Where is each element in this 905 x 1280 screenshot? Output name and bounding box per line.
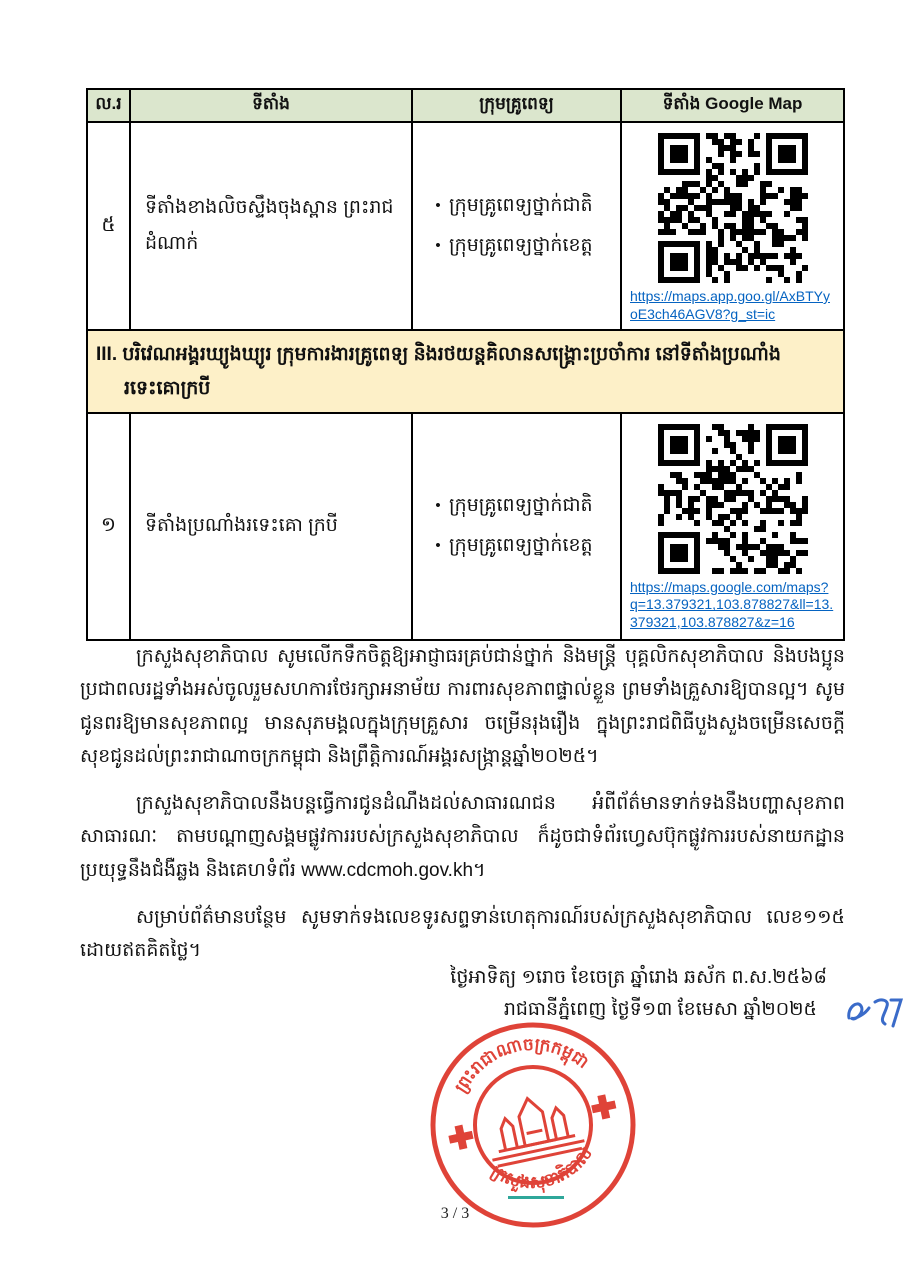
row-location: ទីតាំងខាងលិចស្ទឹងចុងស្ពាន ព្រះរាជដំណាក់ [130,122,412,330]
team-item [427,486,614,526]
header-no: ល.រ [87,89,130,122]
team-item [427,226,614,266]
bullet-icon: • [435,537,441,555]
issue-date-line: រាជធានីភ្នំពេញ ថ្ងៃទី១៣ ខែមេសា ឆ្នាំ២០២៥ [503,999,817,1021]
map-link[interactable]: https://maps.google.com/maps?q=13.379321,103.878827&ll=13.379321,103.878827&z=16 [630,578,834,630]
bullet-icon: • [435,237,441,255]
map-link[interactable]: https://maps.app.goo.gl/AxBTYyoE3ch46AGV8?g_st=ic [630,288,830,322]
row-number: ៥ [87,122,130,330]
red-cross-icon [447,1123,475,1151]
team-label: ក្រុមគ្រូពេទ្យថ្នាក់ជាតិ [449,195,593,217]
qr-code [658,424,808,574]
team-label: ក្រុមគ្រូពេទ្យថ្នាក់ខេត្ត [449,235,593,257]
body-text [80,640,845,981]
page-number: 3 / 3 [440,1205,470,1222]
location-table [86,88,845,641]
team-label: ក្រុមគ្រូពេទ្យថ្នាក់ខេត្ត [449,535,593,557]
date-block [0,962,905,1027]
team-item [427,526,614,566]
row-teams [412,413,621,640]
qr-code [658,133,808,283]
angkor-wat-icon [481,1089,585,1167]
paragraph: ក្រសួងសុខាភិបាល សូមលើកទឹកចិត្តឱ្យអាជ្ញាធរគ្រប់ជាន់ថ្នាក់ និងមន្ត្រី បុគ្គលិកសុខាភិបាល និងបងប្អូន ប្រជាពលរដ្ឋទាំងអស់ចូលរួមសហការថែរក្សាអនាម័យ ការពារសុខភាពផ្ទាល់ខ្លួន ព្រមទាំងគ្រួសារឱ្យបានល្អ។ សូមជូនពរឱ្យមានសុខភាពល្អ មានសុភមង្គលក្នុងក្រុមគ្រួសារ ចម្រើនរុងរឿង ក្នុងព្រះរាជពិធីបួងសួងចម្រើនសេចក្ដី សុខជូនដល់ព្រះរាជាណាចក្រកម្ពុជា និងព្រឹត្តិការណ៍អង្គរសង្ក្រាន្តឆ្នាំ២០២៥។ [80,646,845,767]
signature-mark [845,990,903,1034]
row-map-cell [621,122,844,330]
team-label: ក្រុមគ្រូពេទ្យថ្នាក់ជាតិ [449,495,593,517]
section-header-row [87,330,844,413]
table-row [87,122,844,330]
header-location: ទីតាំង [130,89,412,122]
stamp-bottom-text: ក្រសួងសុខាភិបាល [487,1143,597,1193]
scan-artifact [508,1196,564,1199]
team-item [427,186,614,226]
row-teams [412,122,621,330]
row-number: ១ [87,413,130,640]
bullet-icon: • [435,197,441,215]
paragraph: សម្រាប់ព័ត៌មានបន្ថែម សូមទាក់ទងលេខទូរសព្ទទាន់ហេតុការណ៍របស់ក្រសួងសុខាភិបាល លេខ១១៥ ដោយឥតគិតថ្លៃ។ [80,906,845,961]
lunar-date-line: ថ្ងៃអាទិត្យ ១រោច ខែចេត្រ ឆ្នាំរោង ឆស័ក ព.ស.២៥៦៨ [450,967,827,988]
bullet-icon: • [435,497,441,515]
paragraph: ក្រសួងសុខាភិបាលនឹងបន្តធ្វើការជូនដំណឹងដល់សាធារណជន អំពីព័ត៌មានទាក់ទងនឹងបញ្ហាសុខភាព សាធារណៈ តាមបណ្ដាញសង្គមផ្លូវការរបស់ក្រសួងសុខាភិបាល ក៏ដូចជាទំព័រហ្វេសប៊ុកផ្លូវការរបស់នាយកដ្ឋាន ប្រយុទ្ធនឹងជំងឺឆ្លង និងគេហទំព័រ www.cdcmoh.gov.kh។ [80,793,845,881]
header-team: ក្រុមគ្រូពេទ្យ [412,89,621,122]
row-location: ទីតាំងប្រណាំងរទេះគោ ក្របី [130,413,412,640]
section-heading: III. បរិវេណអង្គរឃ្យូងឃ្យូរ ក្រុមការងារគ្រូពេទ្យ និងរថយន្តគិលានសង្គ្រោះប្រចាំការ នៅទីតាំងប្រណាំង រទេះគោក្របី [87,330,844,413]
row-map-cell [621,413,844,640]
table-header-row [87,89,844,122]
table-row [87,413,844,640]
header-map: ទីតាំង Google Map [621,89,844,122]
stamp-top-text: ព្រះរាជាណាចក្រកម្ពុជា [451,1034,593,1097]
red-cross-icon [590,1093,618,1121]
